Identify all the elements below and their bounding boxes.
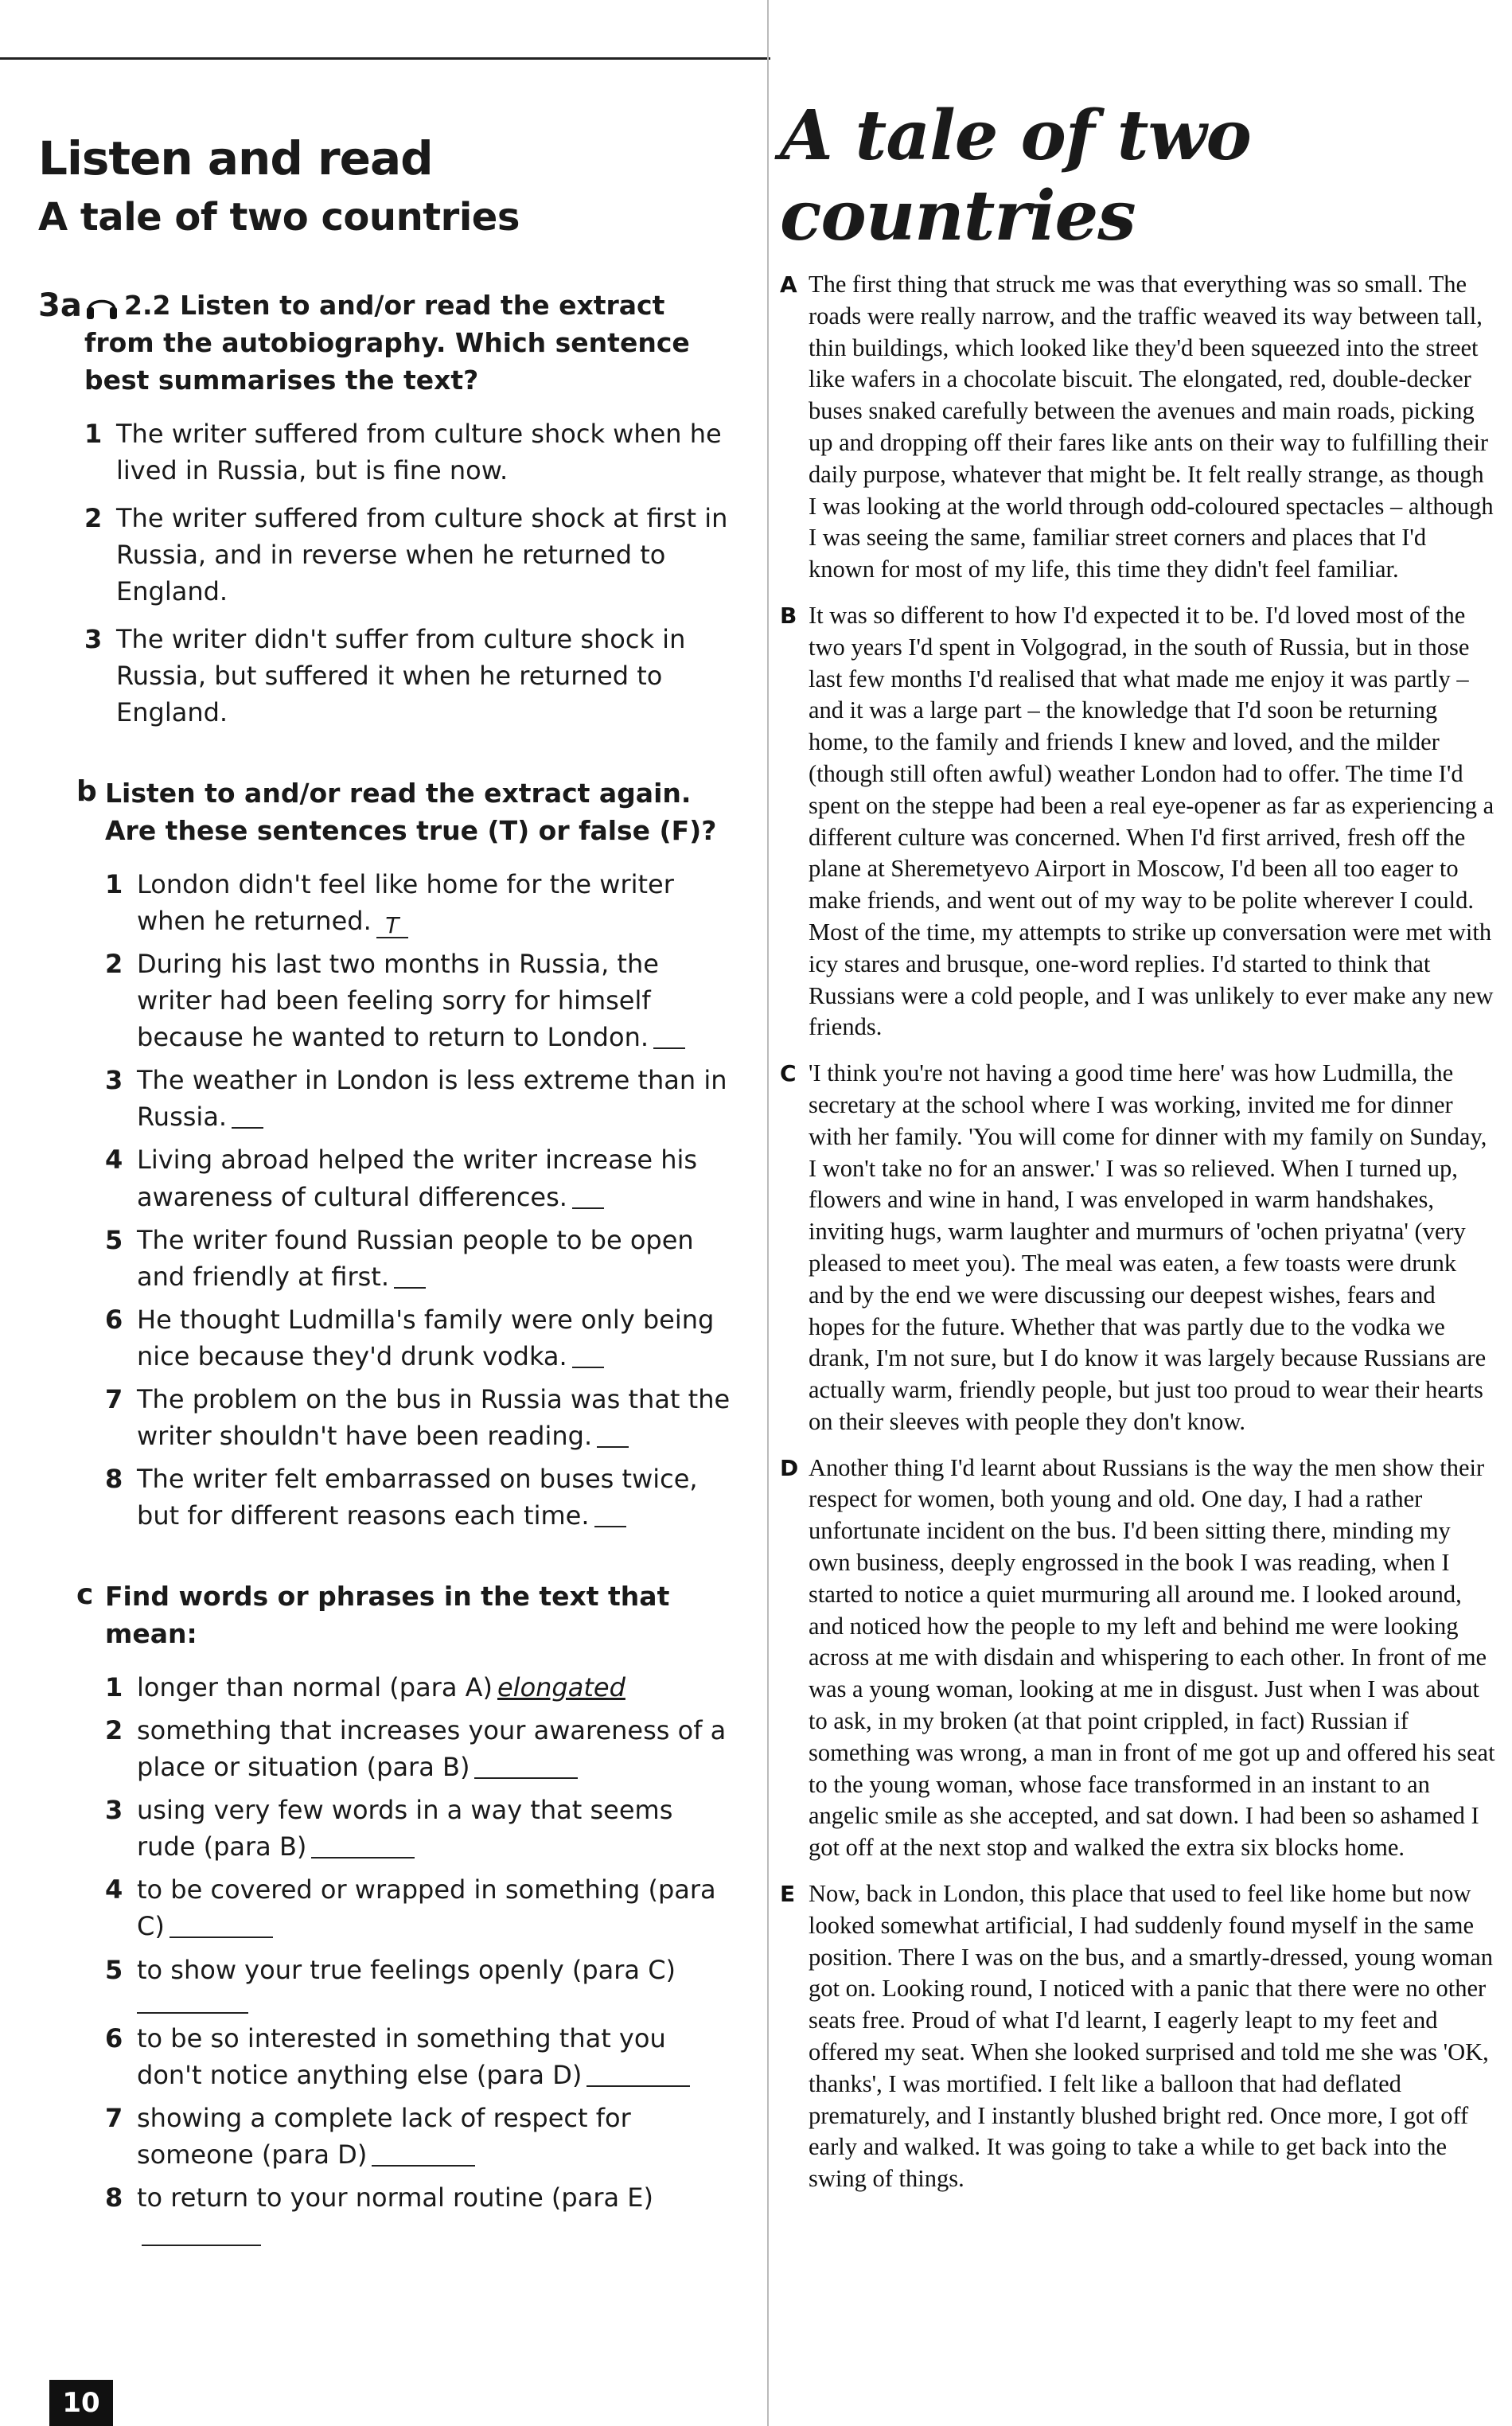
list-item: 3 The writer didn't suffer from culture shock in Russia, but suffered it when he returned to England. bbox=[84, 623, 686, 728]
answer-blank[interactable] bbox=[597, 1424, 629, 1448]
list-item: 5 The writer found Russian people to be open and friendly at first. bbox=[105, 1224, 694, 1292]
task-instruction: Find words or phrases in the text that mean: bbox=[105, 1581, 670, 1650]
answer-blank[interactable] bbox=[474, 1755, 578, 1779]
list-item: 6 to be so interested in something that you don't notice anything else (para D) bbox=[105, 2020, 738, 2093]
list-item: 8 to return to your normal routine (para E) bbox=[105, 2179, 738, 2252]
paragraph-c bbox=[780, 1058, 1496, 1438]
paragraph-text: 'I think you're not having a good time here' was how Ludmilla, the secretary at the school where I was working, invited me for dinner with her family. 'You will come for dinner with my family on Sunday, I won't take no for an answer.' I was so relieved. When I turned up, flowers and wine in hand, I was enveloped in warm handshakes, inviting hugs, warm laughter and murmurs of 'ochen priyatna' (very pleased to meet you). The meal was eaten, a few toasts were drunk and by the end we were discussing our deepest wishes, fears and hopes for the future. Whether that was partly due to the vodka we drank, I'm not sure, but I do know it was largely because Russians are actually warm, friendly people, but just too proud to wear their hearts on their sleeves with people they don't know. bbox=[809, 1059, 1487, 1435]
answer-blank[interactable]: T bbox=[376, 915, 408, 938]
answer-blank[interactable] bbox=[137, 1993, 248, 2014]
list-item: 1 London didn't feel like home for the writer when he returned. T bbox=[105, 868, 674, 938]
paragraph-e bbox=[780, 1878, 1496, 2195]
list-item: 5 to show your true feelings openly (para C) bbox=[105, 1952, 738, 2014]
answer-blank[interactable] bbox=[372, 2143, 475, 2167]
answer-blank[interactable] bbox=[594, 1504, 626, 1527]
paragraph-b bbox=[780, 600, 1496, 1043]
paragraph-text: It was so different to how I'd expected it to be. I'd loved most of the two years I'd spent in Volgograd, in the south of Russia, but in those last few months I'd realised that what made me enjoy it was partly – and it was a large part – the knowledge that I'd soon be returning home, to the family and friends I knew and loved, and the milder (though still often awful) weather London had to offer. The time I'd spent on the steppe had been a real eye-opener as far as experiencing a different culture was concerned. When I'd first arrived, fresh off the plane at Sheremetyevo Airport in Moscow, I'd been all too eager to make friends, and went out of my way to be polite wherever I could. Most of the time, my attempts to strike up conversation were met with icy stares and brusque, one-word replies. I'd started to think that Russians were a cold people, and I was unlikely to ever make any new friends. bbox=[809, 601, 1494, 1041]
task-label: 3a bbox=[38, 287, 82, 324]
list-item: 8 The writer felt embarrassed on buses twice, but for different reasons each time. bbox=[105, 1464, 698, 1531]
task-3c bbox=[38, 1578, 738, 2252]
answer-blank[interactable] bbox=[586, 2063, 690, 2087]
track-number: 2.2 bbox=[124, 290, 171, 321]
answer-blank[interactable] bbox=[572, 1185, 604, 1209]
reading-text-column bbox=[780, 96, 1496, 2195]
task-label: b bbox=[76, 775, 97, 809]
list-item: 6 He thought Ludmilla's family were only being nice because they'd drunk vodka. bbox=[105, 1304, 715, 1371]
vocabulary-list bbox=[105, 1669, 738, 2252]
list-item: 1 longer than normal (para A) elongated bbox=[105, 1669, 738, 1706]
answer-blank[interactable] bbox=[170, 1914, 273, 1938]
list-item: 2 The writer suffered from culture shock at first in Russia, and in reverse when he returned to England. bbox=[84, 502, 728, 606]
answer-filled[interactable]: elongated bbox=[497, 1671, 625, 1702]
section-subtitle: A tale of two countries bbox=[38, 195, 520, 240]
answer-blank[interactable] bbox=[394, 1265, 426, 1289]
paragraph-text: Another thing I'd learnt about Russians is the way the men show their respect for women, both young and old. One day, I had a rather unfortunate incident on the bus. I'd been sitting there, minding my own business, deeply engrossed in the book I was reading, when I started to notice a quiet murmuring all around me. I looked around, and noticed how the people to my left and behind me were looking across at me with disdain and whispering to each other. In front of me was a young woman, looking at me in disgust. Just when I was about to ask, in my broken (at that point crippled, in fact) Russian if something was wrong, a man in front of me got up and offered his seat to the young woman, whose face transformed in an instant to an angelic smile as she accepted, and sat down. I had been so ashamed I got off at the next stop and walked the extra six blocks home. bbox=[809, 1453, 1495, 1862]
paragraph-letter: C bbox=[780, 1060, 797, 1087]
page-gutter bbox=[767, 0, 769, 2426]
task-3a bbox=[38, 287, 738, 731]
task-label: c bbox=[76, 1578, 94, 1612]
headphones-icon bbox=[84, 291, 119, 321]
exercise-column bbox=[38, 131, 738, 2259]
paragraph-letter: A bbox=[780, 271, 797, 298]
answer-blank[interactable] bbox=[232, 1105, 263, 1129]
paragraph-letter: D bbox=[780, 1454, 799, 1481]
true-false-list bbox=[105, 866, 738, 1534]
list-item: 7 showing a complete lack of respect for someone (para D) bbox=[105, 2102, 631, 2170]
paragraph-letter: E bbox=[780, 1881, 796, 1908]
paragraph-text: The first thing that struck me was that everything was so small. The roads were really narrow, and the traffic weaved its way between tall, thin buildings, which looked like they'd been squeezed into the street like wafers in a chocolate biscuit. The elongated, red, double-decker buses snaked carefully between the avenues and main roads, picking up and dropping off their fares like ants on their way to fulfilling their daily purpose, whatever that might be. It felt really strange, as though I was looking at the world through odd-coloured spectacles – although I was seeing the same, familiar street corners and places that I'd known for most of my life, this time they didn't feel familiar. bbox=[809, 271, 1494, 583]
story-title: A tale of two countries bbox=[780, 96, 1251, 256]
answer-blank[interactable] bbox=[572, 1344, 604, 1368]
task-3b bbox=[38, 775, 738, 1534]
task-instruction bbox=[84, 287, 738, 400]
paragraph-a bbox=[780, 269, 1496, 586]
task-instruction: Listen to and/or read the extract again. Are these sentences true (T) or false (F)? bbox=[105, 778, 717, 847]
page-number: 10 bbox=[49, 2380, 113, 2426]
task-instruction-text: Listen to and/or read the extract from the autobiography. Which sentence best summarises the text? bbox=[84, 290, 690, 396]
summary-options bbox=[84, 415, 738, 731]
list-item: 2 During his last two months in Russia, the writer had been feeling sorry for himself because he wanted to return to London. bbox=[105, 946, 738, 1055]
list-item: 1 The writer suffered from culture shock when he lived in Russia, but is fine now. bbox=[84, 418, 722, 486]
paragraph-letter: B bbox=[780, 602, 797, 629]
paragraph-d bbox=[780, 1453, 1496, 1864]
list-item: 4 Living abroad helped the writer increase his awareness of cultural differences. bbox=[105, 1145, 698, 1212]
list-item: 3 The weather in London is less extreme than in Russia. bbox=[105, 1065, 727, 1133]
section-title: Listen and read bbox=[38, 131, 433, 185]
paragraph-text: Now, back in London, this place that used to feel like home but now looked somewhat artificial, I had suddenly found myself in the same position. There I was on the bus, and a smartly-dressed, young woman got on. Looking round, I noticed with a panic that there were no other seats free. Proud of what I'd learnt, I eagerly leapt to my feet and offered my seat. When she looked surprised and told me she was 'OK, thanks', I was mortified. I felt like a balloon that had deflated prematurely, and I instantly blushed bright red. Once more, I got off early and walked. It was going to take a while to get back into the swing of things. bbox=[809, 1880, 1494, 2193]
answer-blank[interactable] bbox=[311, 1835, 415, 1859]
list-item: 3 using very few words in a way that seems rude (para B) bbox=[105, 1795, 673, 1862]
answer-blank[interactable] bbox=[142, 2222, 261, 2246]
top-rule bbox=[0, 57, 770, 60]
list-item: 7 The problem on the bus in Russia was that the writer shouldn't have been reading. bbox=[105, 1383, 731, 1452]
list-item: 2 something that increases your awareness of a place or situation (para B) bbox=[105, 1715, 727, 1783]
answer-blank[interactable] bbox=[653, 1025, 685, 1049]
list-item: 4 to be covered or wrapped in something (para C) bbox=[105, 1874, 716, 1942]
